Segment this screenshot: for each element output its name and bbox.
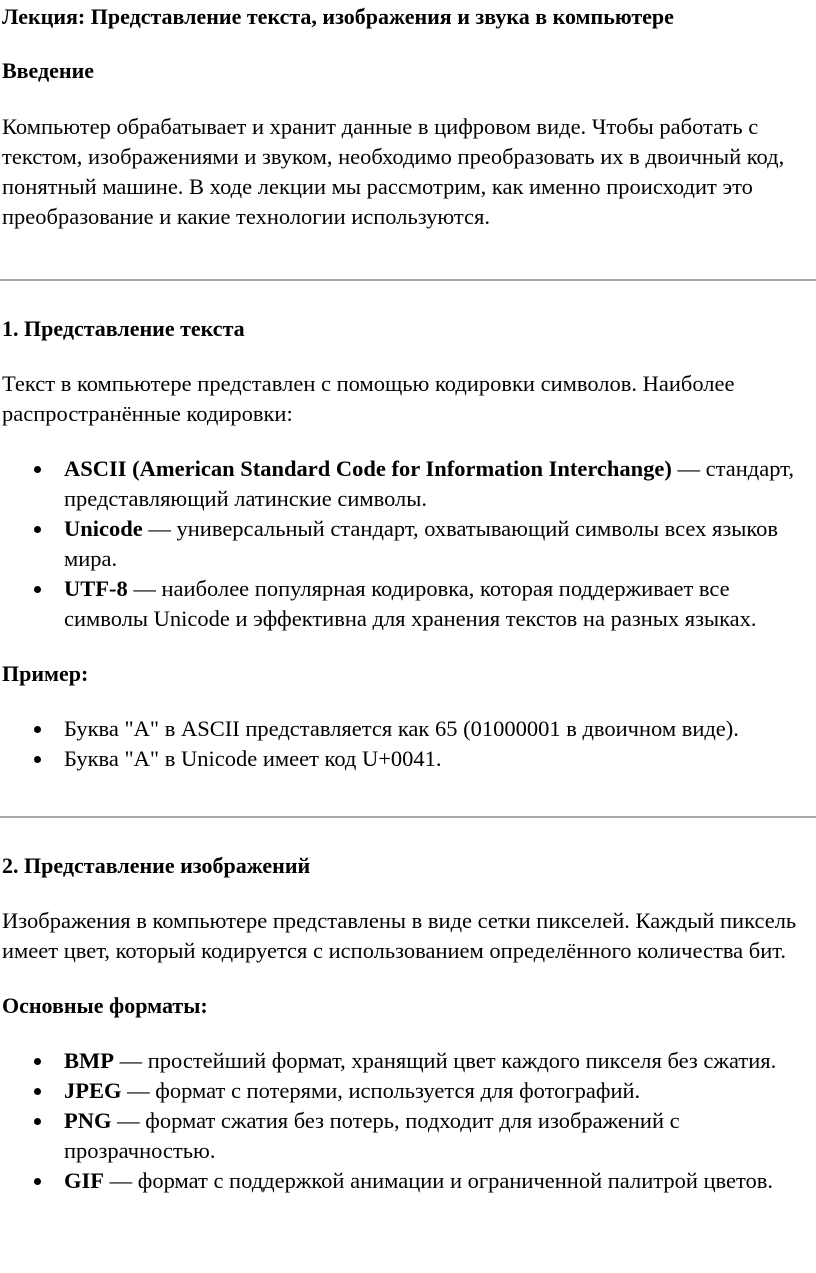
section1-paragraph: Текст в компьютере представлен с помощью кодировки символов. Наиболее распространённые кодировки:	[2, 371, 735, 426]
list-item	[64, 744, 814, 774]
list-item-text: — стандарт, представляющий латинские символы.	[64, 456, 794, 511]
formats-list	[2, 1046, 814, 1196]
list-item-text: — универсальный стандарт, охватывающий символы всех языков мира.	[64, 516, 778, 571]
list-item	[64, 454, 814, 514]
list-item-term: UTF-8	[64, 576, 128, 601]
list-item-term: PNG	[64, 1108, 112, 1133]
list-item-text: Буква "A" в Unicode имеет код U+0041.	[64, 746, 442, 771]
list-item-term: BMP	[64, 1048, 114, 1073]
list-item-text: Буква "A" в ASCII представляется как 65 (01000001 в двоичном виде).	[64, 716, 739, 741]
bullet-icon	[34, 1178, 41, 1185]
bullet-icon	[34, 586, 41, 593]
list-item	[64, 574, 814, 634]
encodings-list	[2, 454, 814, 634]
list-item	[64, 1106, 814, 1166]
list-item-term: ASCII (American Standard Code for Information Interchange)	[64, 456, 672, 481]
bullet-icon	[34, 1118, 41, 1125]
list-item-text: — формат сжатия без потерь, подходит для изображений с прозрачностью.	[64, 1108, 680, 1163]
bullet-icon	[34, 466, 41, 473]
section2-paragraph: Изображения в компьютере представлены в виде сетки пикселей. Каждый пиксель имеет цвет, который кодируется с использованием определённого количества бит.	[2, 908, 797, 963]
bullet-icon	[34, 1058, 41, 1065]
list-item-term: Unicode	[64, 516, 143, 541]
list-item	[64, 714, 814, 744]
bullet-icon	[34, 726, 41, 733]
examples-list	[2, 714, 814, 774]
list-item-text: — наиболее популярная кодировка, которая поддерживает все символы Unicode и эффективна для хранения текстов на разных языках.	[64, 576, 757, 631]
section2-heading: 2. Представление изображений	[2, 853, 311, 878]
list-item	[64, 1046, 814, 1076]
formats-heading: Основные форматы:	[2, 993, 208, 1018]
list-item-text: — простейший формат, хранящий цвет каждого пикселя без сжатия.	[114, 1048, 777, 1073]
bullet-icon	[34, 526, 41, 533]
list-item	[64, 514, 814, 574]
list-item-text: — формат с поддержкой анимации и ограниченной палитрой цветов.	[104, 1168, 774, 1193]
list-item	[64, 1076, 814, 1106]
intro-heading: Введение	[2, 58, 95, 83]
bullet-icon	[34, 756, 41, 763]
bullet-icon	[34, 1088, 41, 1095]
list-item-term: JPEG	[64, 1078, 122, 1103]
list-item	[64, 1166, 814, 1196]
section1-heading: 1. Представление текста	[2, 316, 245, 341]
document-title: Лекция: Представление текста, изображения и звука в компьютере	[2, 4, 674, 29]
list-item-term: GIF	[64, 1168, 105, 1193]
example-heading: Пример:	[2, 661, 89, 686]
document-page	[0, 2, 816, 1196]
list-item-text: — формат с потерями, используется для фотографий.	[121, 1078, 641, 1103]
intro-paragraph: Компьютер обрабатывает и хранит данные в цифровом виде. Чтобы работать с текстом, изображениями и звуком, необходимо преобразовать их в двоичный код, понятный машине. В ходе лекции мы рассмотрим, как именно происходит это преобразование и какие технологии используются.	[2, 114, 785, 229]
